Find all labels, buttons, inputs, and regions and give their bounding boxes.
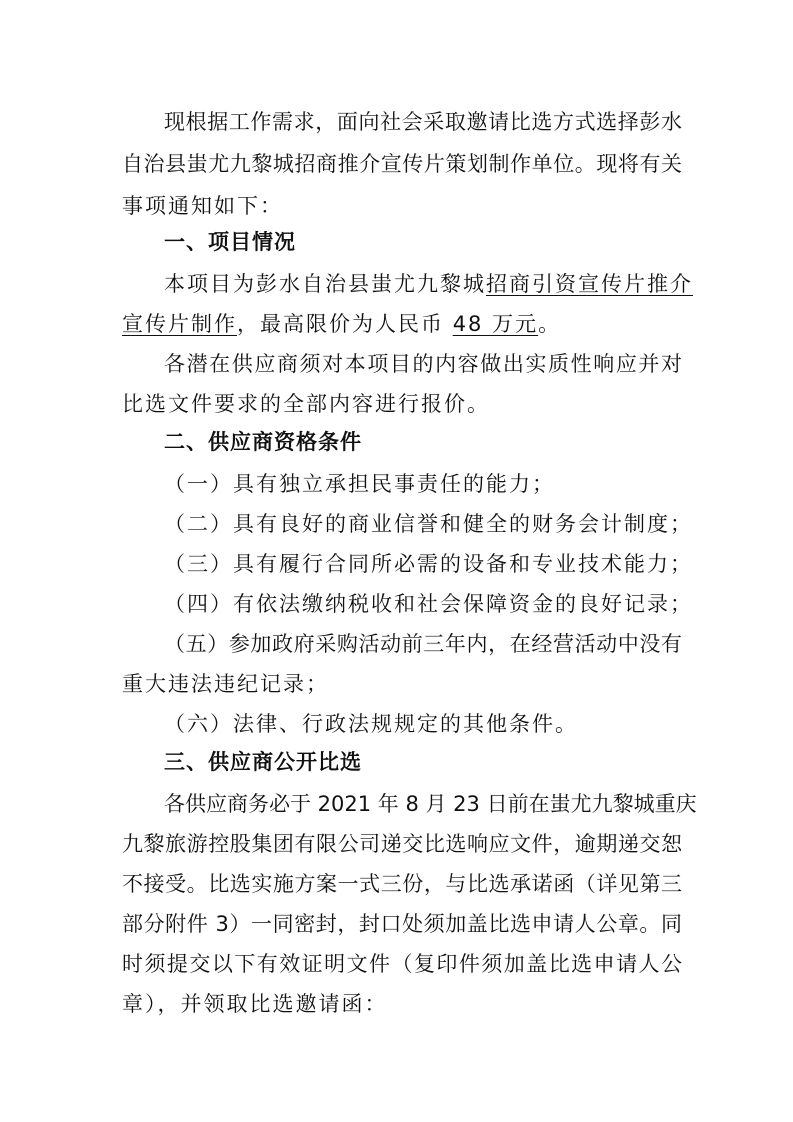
section-2-item-4: （四）有依法缴纳税收和社会保障资金的良好记录； <box>164 592 693 616</box>
section-2-item-5-continued: 重大违法违纪记录； <box>122 672 329 696</box>
section-1-heading: 一、项目情况 <box>164 230 296 254</box>
section-2-heading: 二、供应商资格条件 <box>164 430 362 454</box>
section-3-heading: 三、供应商公开比选 <box>164 750 362 774</box>
section-1-project-name-part-1: 招商引资宣传片推介 <box>486 272 693 296</box>
section-1-p1-line-1 <box>164 272 693 296</box>
section-1-p2-line-1: 各潜在供应商须对本项目的内容做出实质性响应并对 <box>164 352 682 376</box>
section-1-p1-line-2 <box>122 312 682 336</box>
section-3-line-1: 各供应商务必于 2021 年 8 月 23 日前在蚩尤九黎城重庆 <box>164 792 697 816</box>
section-1-p2-line-2: 比选文件要求的全部内容进行报价。 <box>122 392 490 416</box>
section-3-line-6: 章），并领取比选邀请函： <box>122 992 388 1016</box>
intro-line-3: 事项通知如下： <box>122 194 283 218</box>
section-2-item-3: （三）具有履行合同所必需的设备和专业技术能力； <box>164 552 693 576</box>
section-3-line-4: 部分附件 3）一同密封，封口处须加盖比选申请人公章。同 <box>122 912 682 936</box>
intro-line-1: 现根据工作需求，面向社会采取邀请比选方式选择彭水 <box>164 110 682 134</box>
section-2-item-5: （五）参加政府采购活动前三年内，在经营活动中没有 <box>164 632 682 656</box>
section-1-project-name-part-2: 宣传片制作 <box>122 312 237 336</box>
section-1-price-text: ，最高限价为人民币 <box>237 312 453 336</box>
section-3-line-5: 时须提交以下有效证明文件（复印件须加盖比选申请人公 <box>122 952 682 976</box>
section-3-line-3: 不接受。比选实施方案一式三份，与比选承诺函（详见第三 <box>122 872 682 896</box>
section-1-p1-text: 本项目为彭水自治县蚩尤九黎城 <box>164 272 486 296</box>
section-2-item-1: （一）具有独立承担民事责任的能力； <box>164 472 555 496</box>
intro-line-2: 自治县蚩尤九黎城招商推介宣传片策划制作单位。现将有关 <box>122 152 682 176</box>
section-1-period: 。 <box>538 312 562 336</box>
section-1-price-amount: 48 万元 <box>452 312 539 336</box>
section-3-line-2: 九黎旅游控股集团有限公司递交比选响应文件，逾期递交恕 <box>122 832 682 856</box>
section-2-item-6: （六）法律、行政法规规定的其他条件。 <box>164 712 578 736</box>
section-2-item-2: （二）具有良好的商业信誉和健全的财务会计制度； <box>164 512 693 536</box>
